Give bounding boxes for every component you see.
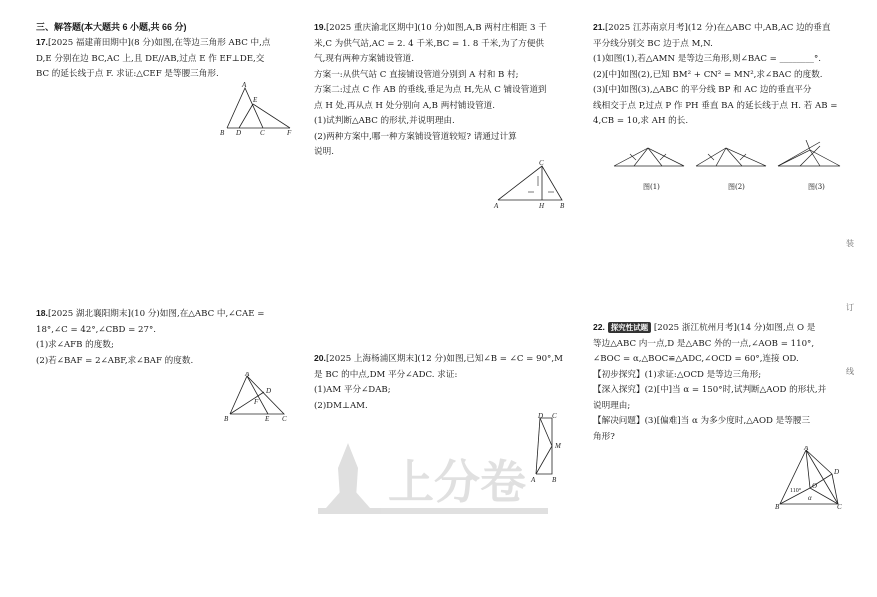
fig-label: C — [837, 503, 842, 510]
q18-line-1: [2025 湖北襄阳期末](10 分)如图,在△ABC 中,∠CAE = — [47, 309, 265, 319]
fig-label: B — [560, 202, 565, 210]
watermark-text: 上分卷 — [388, 455, 526, 509]
question-number: 19. — [314, 22, 326, 32]
question-19 — [314, 20, 576, 161]
fig-label: D — [538, 412, 544, 420]
fig-label: A — [804, 446, 809, 452]
q21-figure-2 — [696, 148, 766, 166]
fig-label: B — [775, 503, 780, 510]
fig-label: O — [812, 482, 818, 490]
q22-line-3: ∠BOC = α,△BOC≌△ADC,∠OCD = 60°,连接 OD. — [593, 354, 799, 364]
q21-figure-3 — [778, 140, 840, 166]
q19-line-6: 点 H 处,再从点 H 处分别向 A,B 两村铺设管道. — [314, 100, 496, 111]
q21-line-5: (3)[中]如图(3),△ABC 的平分线 BP 和 AC 边的垂直平分 — [593, 85, 812, 95]
fig-label: C — [552, 412, 557, 420]
q22-line-4: 【初步探究】(1)求证:△OCD 是等边三角形; — [593, 369, 762, 380]
fig-label: C — [539, 160, 544, 167]
question-number: 18. — [36, 308, 48, 318]
fig-label: 110° — [790, 488, 802, 494]
q20-line-2: 是 BC 的中点,DM 平分∠ADC. 求证: — [314, 369, 458, 380]
q19-line-8: (2)两种方案中,哪一种方案铺设管道较短? 请通过计算 — [314, 131, 517, 142]
q19-line-5: 方案二:过点 C 作 AB 的垂线,垂足为点 H,先从 C 铺设管道到 — [314, 85, 547, 95]
fig-label: C — [282, 415, 287, 422]
question-17 — [36, 35, 298, 83]
q19-line-1: [2025 重庆渝北区期中](10 分)如图,A,B 两村庄相距 3 千 — [325, 23, 547, 33]
q22-line-6: 说明理由; — [593, 400, 631, 411]
q17-line-3: BC 的延长线于点 F. 求证:△CEF 是等腰三角形. — [36, 69, 219, 79]
exploration-badge: 探究性试题 — [608, 322, 652, 333]
q21-fig3-caption: 图(3) — [808, 183, 825, 191]
section-header: 三、解答题(本大题共 6 小题,共 66 分) — [36, 22, 187, 32]
q21-line-4: (2)[中]如图(2),已知 BM² + CN² = MN²,求∠BAC 的度数. — [593, 69, 823, 80]
question-18 — [36, 306, 298, 369]
question-22 — [593, 320, 853, 445]
fig-label: A — [242, 82, 247, 89]
margin-mark: 订 — [846, 303, 854, 312]
fig-label: D — [266, 387, 272, 395]
fig-label: B — [220, 129, 225, 137]
fig-label: D — [236, 129, 242, 137]
fig-label: B — [552, 476, 557, 484]
q17-line-1: [2025 福建莆田期中](8 分)如图,在等边三角形 ABC 中,点 — [47, 38, 271, 48]
q20-line-4: (2)DM⊥AM. — [314, 400, 368, 411]
q19-line-3: 气,现有两种方案铺设管道. — [314, 54, 414, 64]
q21-fig2-caption: 图(2) — [728, 183, 745, 191]
fig-label: F — [287, 129, 292, 137]
question-number: 21. — [593, 22, 605, 32]
q18-line-3: (1)求∠AFB 的度数; — [36, 340, 114, 350]
margin-mark: 线 — [846, 367, 854, 376]
question-number: 17. — [36, 37, 48, 47]
q21-figure-1 — [614, 148, 684, 166]
q21-line-6: 线相交于点 P,过点 P 作 PH 垂直 BA 的延长线于点 H. 若 AB = — [593, 100, 838, 111]
q22-figure — [774, 446, 844, 510]
q22-line-1: [2025 浙江杭州月考](14 分)如图,点 O 是 — [653, 323, 816, 333]
fig-label: A — [245, 372, 250, 378]
q20-line-3: (1)AM 平分∠DAB; — [314, 385, 391, 395]
q19-line-2: 米,C 为供气站,AC = 2. 4 千米,BC = 1. 8 千米,为了方便供 — [314, 38, 544, 49]
q19-figure — [490, 160, 575, 210]
fig-label: F — [254, 398, 259, 406]
q22-line-8: 角形? — [593, 431, 615, 442]
q22-line-5: 【深入探究】(2)[中]当 α = 150°时,试判断△AOD 的形状,并 — [593, 385, 827, 395]
q19-line-7: (1)试判断△ABC 的形状,并说明理由. — [314, 116, 455, 126]
fig-label: C — [260, 129, 265, 137]
fig-label: A — [531, 476, 536, 484]
fig-label: E — [265, 415, 270, 422]
q19-line-9: 说明. — [314, 147, 334, 157]
q20-line-1: [2025 上海杨浦区期末](12 分)如图,已知∠B = ∠C = 90°,M — [325, 354, 563, 364]
fig-label: B — [224, 415, 229, 422]
q21-fig1-caption: 图(1) — [643, 183, 660, 191]
question-number: 22. — [593, 322, 605, 332]
q22-line-2: 等边△ABC 内一点,D 是△ABC 外的一点,∠AOB = 110°, — [593, 338, 815, 349]
fig-label: D — [834, 468, 840, 476]
q18-figure — [222, 372, 292, 422]
q18-line-2: 18°,∠C = 42°,∠CBD = 27°. — [36, 324, 156, 335]
q18-line-4: (2)若∠BAF = 2∠ABF,求∠BAF 的度数. — [36, 355, 194, 366]
fig-label: E — [253, 96, 258, 104]
question-20 — [314, 351, 576, 414]
question-21 — [593, 20, 853, 130]
fig-label: H — [539, 202, 545, 210]
margin-mark: 装 — [846, 239, 854, 248]
q17-figure — [215, 82, 300, 137]
q22-line-7: 【解决问题】(3)[偏难]当 α 为多少度时,△AOD 是等腰三 — [593, 416, 811, 426]
question-number: 20. — [314, 353, 326, 363]
q19-line-4: 方案一:从供气站 C 直接铺设管道分别到 A 村和 B 村; — [314, 69, 519, 80]
q21-line-7: 4,CB = 10,求 AH 的长. — [593, 116, 689, 126]
fig-label: M — [555, 442, 561, 450]
q17-line-2: D,E 分别在边 BC,AC 上,且 DE//AB,过点 E 作 EF⊥DE,交 — [36, 53, 265, 64]
q21-line-1: [2025 江苏南京月考](12 分)在△ABC 中,AB,AC 边的垂直 — [604, 23, 831, 33]
fig-label: α — [808, 494, 812, 502]
q21-line-3: (1)如图(1),若△AMN 是等边三角形,则∠BAC = ________°. — [593, 54, 821, 64]
q21-line-2: 平分线分别交 BC 边于点 M,N. — [593, 38, 713, 49]
fig-label: A — [494, 202, 499, 210]
watermark-logo — [318, 438, 558, 518]
